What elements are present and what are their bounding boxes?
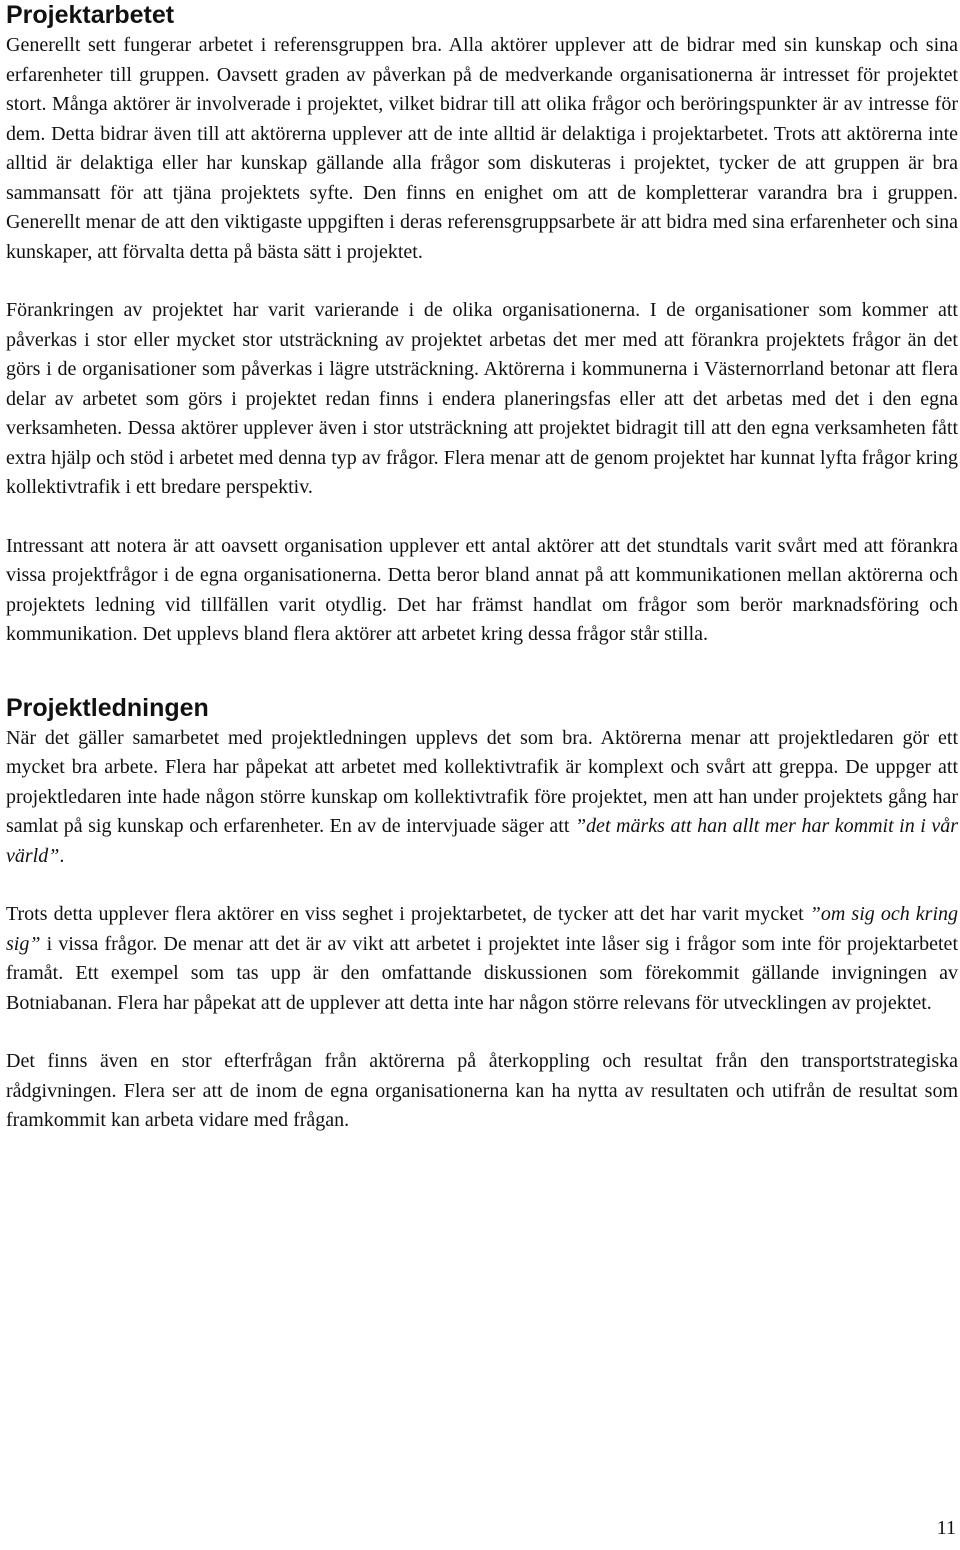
paragraph-6: Det finns även en stor efterfrågan från aktörerna på återkoppling och resultat från den transportstrategiska rådgivningen. Flera ser att de inom de egna organisationerna kan ha nytta av resultaten och utifrån de resultat som framkommit kan arbeta vidare med frågan.: [6, 1050, 958, 1131]
paragraph-3: Intressant att notera är att oavsett organisation upplever ett antal aktörer att det stundtals varit svårt med att förankra vissa projektfrågor i de egna organisationerna. Detta beror bland annat på att kommunikationen mellan aktörerna och projektets ledning vid tillfällen varit otydlig. Det har främst handlat om frågor som berör marknadsföring och kommunikation. Det upplevs bland flera aktörer att arbetet kring dessa frågor står stilla.: [6, 534, 958, 645]
paragraph-5-text: Trots detta upplever flera aktörer en viss seghet i projektarbetet, de tycker att det har varit mycket: [6, 903, 810, 925]
page-number: 11: [936, 1517, 956, 1539]
paragraph-4-text: När det gäller samarbetet med projektledningen upplevs det som bra. Aktörerna menar att projektledaren gör ett mycket bra arbete. Flera har påpekat att arbetet med kollektivtrafik är komplext och svårt att greppa. De uppger att projektledaren inte hade någon större kunskap om kollektivtrafik före projektet, men att han under projektets gång har samlat på sig kunskap och erfarenheter. En av de intervjuade säger att: [6, 726, 958, 837]
document-page: [6, 0, 958, 1136]
paragraph-5: [6, 900, 958, 1018]
quote-text: ”om sig och kring sig”: [6, 903, 958, 955]
paragraph-4-end: .: [59, 844, 65, 867]
section-heading-projektledningen: Projektledningen: [6, 693, 209, 722]
paragraph-5-rest: i vissa frågor. De menar att det är av vikt att arbetet i projektet inte låser sig i frågor som inte för projektarbetet framåt. Ett exempel som tas upp är den omfattande diskussionen som förekommit gällande invigningen av Botniabanan. Flera har påpekat att de upplever att detta inte har någon större relevans för utvecklingen av projektet.: [6, 932, 958, 1014]
paragraph-2: Förankringen av projektet har varit varierande i de olika organisationerna. I de organisationer som kommer att påverkas i stor eller mycket stor utsträckning av projektet arbetas det mer med att förankra projektets frågor än det görs i de organisationer som påverkas i lägre utsträckning. Aktörerna i kommunerna i Västernorrland betonar att flera delar av arbetet som görs i projektet redan finns i endera planeringsfas eller att det arbetas med det i den egna verksamheten. Dessa aktörer upplever även i stor utsträckning att projektet bidragit till att den egna verksamheten fått extra hjälp och stöd i arbetet med denna typ av frågor. Flera menar att de genom projektet har kunnat lyfta frågor kring kollektivtrafik i ett bredare perspektiv.: [6, 299, 958, 498]
quote-text: ”det märks att han allt mer har kommit in i vår värld”: [6, 815, 959, 867]
paragraph-1: Generellt sett fungerar arbetet i referensgruppen bra. Alla aktörer upplever att de bidrar med sin kunskap och sina erfarenheter till gruppen. Oavsett graden av påverkan på de medverkande organisationerna är intresset för projektet stort. Många aktörer är involverade i projektet, vilket bidrar till att olika frågor och beröringspunkter är av intresse för dem. Detta bidrar även till att aktörerna upplever att de inte alltid är delaktiga i projektarbetet. Trots att aktörerna inte alltid är delaktiga eller har kunskap gällande alla frågor som diskuteras i projektet, tycker de att gruppen är bra sammansatt för att tjäna projektets syfte. Den finns en enighet om att de kompletterar varandra bra i gruppen. Generellt menar de att den viktigaste uppgiften i deras referensgruppsarbete är att bidra med sina erfarenheter och sina kunskaper, att förvalta detta på bästa sätt i projektet.: [6, 34, 958, 263]
paragraph-4: [6, 724, 958, 872]
section-heading-projektarbetet: Projektarbetet: [6, 1, 175, 29]
